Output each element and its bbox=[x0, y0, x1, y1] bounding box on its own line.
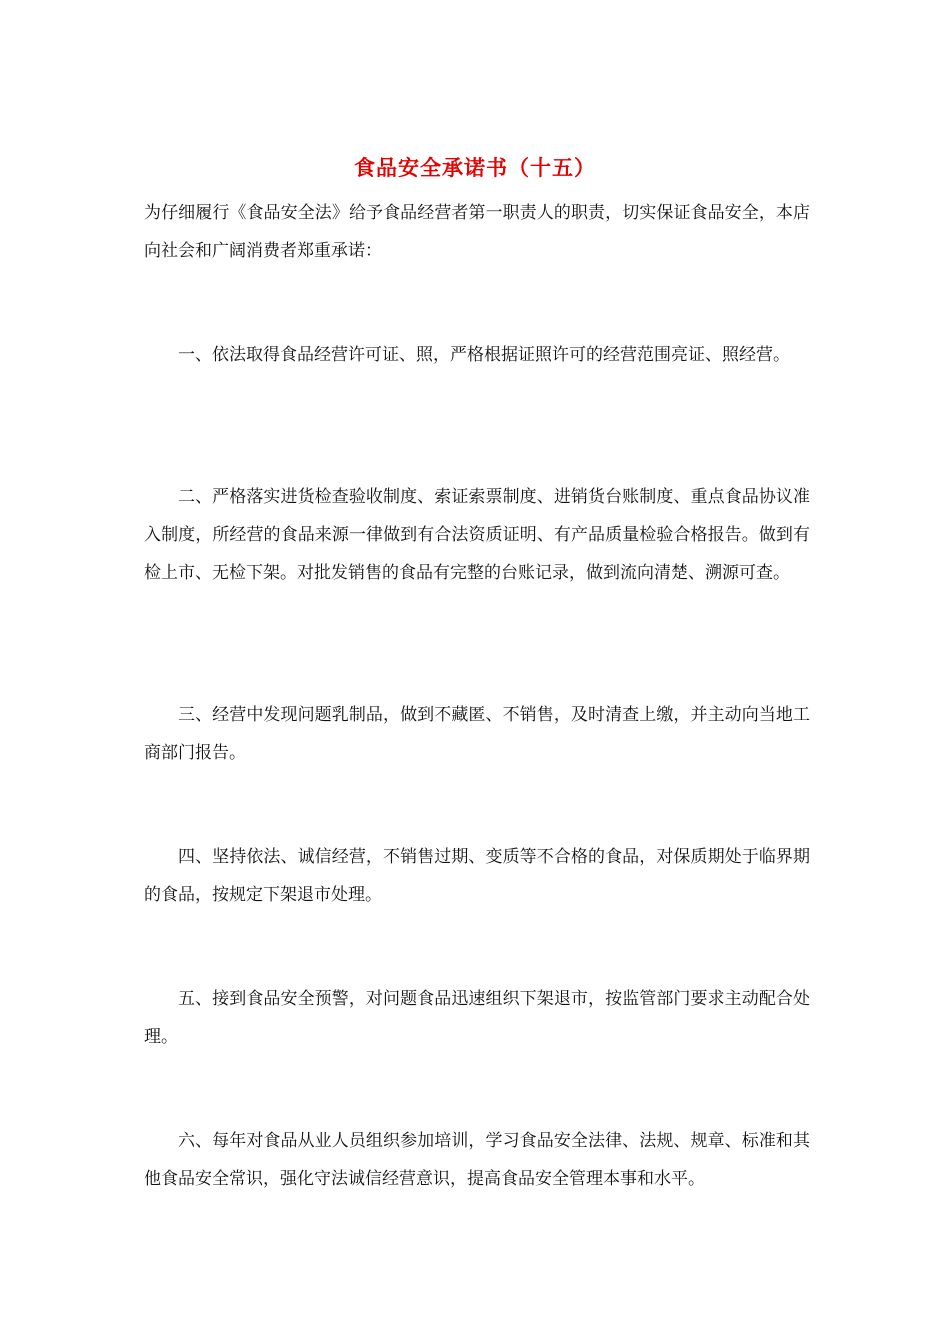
commitment-paragraph-6: 六、每年对食品从业人员组织参加培训，学习食品安全法律、法规、规章、标准和其他食品安全常识，强化守法诚信经营意识，提高食品安全管理本事和水平。 bbox=[144, 1131, 810, 1189]
commitment-paragraph-4: 四、坚持依法、诚信经营，不销售过期、变质等不合格的食品，对保质期处于临界期的食品，按规定下架退市处理。 bbox=[144, 847, 810, 905]
commitment-paragraph-3: 三、经营中发现问题乳制品，做到不藏匿、不销售，及时清查上缴，并主动向当地工商部门报告。 bbox=[144, 705, 810, 763]
commitment-paragraph-2: 二、严格落实进货检查验收制度、索证索票制度、进销货台账制度、重点食品协议准入制度，所经营的食品来源一律做到有合法资质证明、有产品质量检验合格报告。做到有检上市、无检下架。对批发销售的食品有完整的台账记录，做到流向清楚、溯源可查。 bbox=[144, 487, 810, 583]
commitment-paragraph-5: 五、接到食品安全预警，对问题食品迅速组织下架退市，按监管部门要求主动配合处理。 bbox=[144, 989, 810, 1047]
document-title: 食品安全承诺书（十五） bbox=[354, 155, 596, 180]
commitment-paragraph-1: 一、依法取得食品经营许可证、照，严格根据证照许可的经营范围亮证、照经营。 bbox=[178, 345, 790, 365]
intro-paragraph: 为仔细履行《食品安全法》给予食品经营者第一职责人的职责，切实保证食品安全，本店向社会和广阔消费者郑重承诺： bbox=[144, 203, 810, 261]
